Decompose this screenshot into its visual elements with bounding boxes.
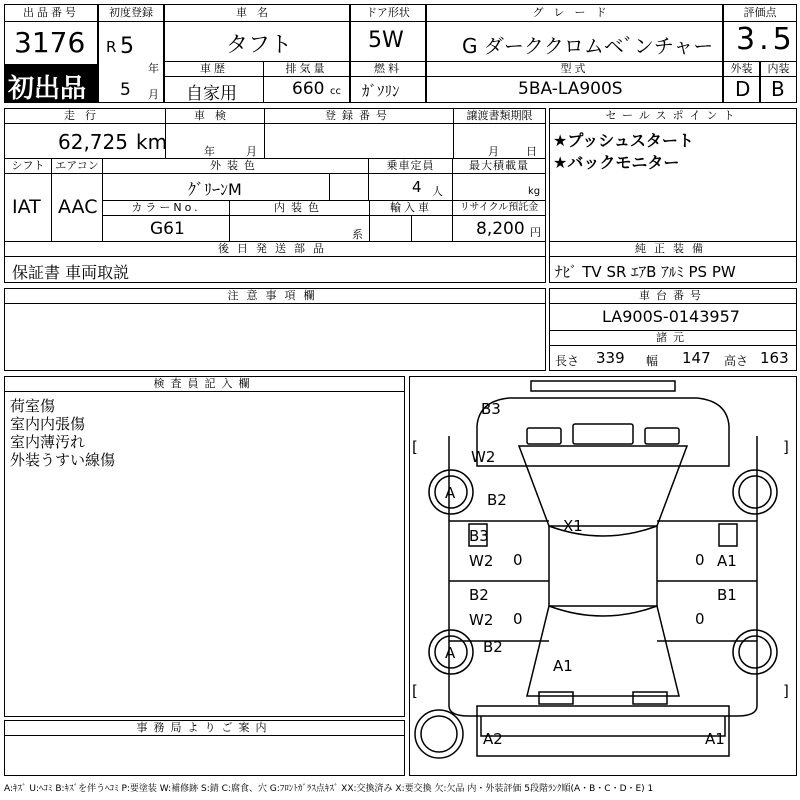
mileage: 62,725 [58, 130, 128, 154]
sales-point-2: ★バックモニター [553, 153, 680, 172]
shift-label: シフト [4, 158, 52, 174]
era: R [106, 38, 117, 56]
ac: AAC [58, 196, 98, 218]
year-unit: 年 [148, 62, 159, 75]
inspection-year-unit: 年 [204, 145, 215, 158]
bracket-right-upper: ] [783, 438, 789, 456]
bracket-left-lower: [ [412, 682, 418, 700]
notes-label: 注意事項欄 [4, 288, 546, 304]
equipment: ﾅﾋﾞ TV SR ｴｱB ｱﾙﾐ PS PW [555, 263, 736, 281]
legend: A:ｷｽﾞ U:ﾍｺﾐ B:ｷｽﾞを伴うﾍｺﾐ P:要塗装 W:補修跡 S:錆 C:腐食、穴 G:ﾌﾛﾝﾄｶﾞﾗｽ点ｷｽﾞ XX:交換済み X:要交換 欠:欠品 内・外装評価 5段階ﾗﾝｸ順(A・B・C・D・E) 1 [4, 784, 654, 794]
width-label: 幅 [646, 354, 659, 368]
reg-no-cell [264, 123, 454, 159]
car-name: タフト [226, 33, 293, 58]
first-reg-label: 初度登録 [98, 4, 164, 22]
year: 5 [120, 34, 134, 59]
mark-b3-top: B3 [481, 400, 501, 418]
lot-label: 出品番号 [4, 4, 98, 22]
inspector-label: 検査員記入欄 [4, 376, 405, 392]
grade-label: グレード [426, 4, 723, 22]
int-color-label: 内装色 [229, 200, 370, 216]
recycle-unit: 円 [530, 226, 541, 239]
ext-color: ｸﾞﾘｰﾝM [188, 180, 242, 199]
recycle: 8,200 [476, 219, 525, 239]
mark-b2-front-left: B2 [487, 491, 507, 509]
ext-grade: D [735, 77, 751, 101]
color-no-label: カラーNo. [102, 200, 230, 216]
capacity-label: 乗車定員 [368, 158, 453, 174]
door-label: ドア形状 [350, 4, 426, 22]
door-type: 5W [368, 28, 404, 53]
length-label: 長さ [555, 354, 580, 368]
mark-a1-right-door: A1 [717, 552, 737, 570]
bracket-right-lower: ] [783, 682, 789, 700]
lot-number: 3176 [14, 26, 86, 59]
history-label: 車歴 [164, 61, 264, 77]
ac-label: エアコン [51, 158, 103, 174]
height-label: 高さ [724, 354, 749, 368]
office-label: 事務局よりご案内 [4, 720, 405, 736]
displacement: 660 [292, 79, 325, 99]
int-color-cell [229, 215, 370, 242]
mark-a-front-left-wheel: A [445, 484, 456, 502]
equipment-label: 純正装備 [549, 241, 797, 257]
month: 5 [120, 80, 131, 100]
import-cell [369, 215, 412, 242]
later-parts: 保証書 車両取説 [12, 263, 130, 282]
office-cell [4, 735, 405, 776]
notes-cell [4, 303, 546, 371]
recycle-label: リサイクル預託金 [452, 200, 546, 216]
mark-b1-right-rear-door: B1 [717, 586, 737, 604]
inspector-line-3: 室内薄汚れ [10, 433, 86, 451]
int-color-unit: 系 [352, 228, 363, 241]
mark-w2-left-rear-door: W2 [469, 611, 494, 629]
mark-b2-rear-left: B2 [483, 638, 503, 656]
mark-w2-left-door: W2 [469, 552, 494, 570]
capacity-unit: 人 [432, 185, 443, 198]
zero-mark-3: 0 [513, 610, 523, 628]
specs-label: 諸元 [549, 330, 797, 346]
inspector-line-1: 荷室傷 [10, 397, 56, 415]
shift: IAT [12, 196, 41, 218]
score-label: 評価点 [723, 4, 797, 22]
displacement-label: 排気量 [263, 61, 350, 77]
load-unit: kg [528, 186, 541, 197]
mileage-unit: km [136, 130, 168, 154]
model: 5BA-LA900S [518, 79, 623, 99]
bracket-left-upper: [ [412, 438, 418, 456]
inspector-line-2: 室内内張傷 [10, 415, 86, 433]
inspection-label: 車検 [165, 108, 265, 124]
mark-a1-rear-glass: A1 [553, 657, 573, 675]
displacement-unit: cc [330, 86, 341, 97]
capacity: 4 [412, 178, 422, 196]
chassis-label: 車台番号 [549, 288, 797, 304]
int-grade: B [771, 77, 785, 101]
car-name-label: 車名 [164, 4, 350, 22]
mark-a1-rear-bumper: A1 [705, 730, 725, 748]
load-label: 最大積載量 [452, 158, 546, 174]
transfer-label: 譲渡書類期限 [453, 108, 546, 124]
ext-color-label: 外装色 [102, 158, 369, 174]
transfer-month-unit: 月 [488, 145, 499, 158]
score: 3.5 [736, 22, 796, 57]
mark-a-rear-left-wheel: A [445, 644, 456, 662]
later-parts-label: 後日発送部品 [4, 241, 546, 257]
sales-point-1: ★プッシュスタート [553, 131, 694, 150]
ext-color-sub-cell [329, 173, 369, 201]
inspector-line-4: 外装うすい線傷 [10, 451, 116, 469]
transfer-day-unit: 日 [526, 145, 537, 158]
import-sub-cell [411, 215, 453, 242]
mark-x1-roof: X1 [563, 517, 583, 535]
chassis-no: LA900S-0143957 [602, 307, 740, 326]
color-no: G61 [150, 219, 185, 239]
month-unit: 月 [148, 88, 159, 101]
ext-grade-label: 外装 [723, 61, 760, 77]
mileage-label: 走行 [4, 108, 166, 124]
mark-w2-front-left: W2 [471, 448, 496, 466]
car-diagram [409, 376, 797, 776]
int-grade-label: 内装 [760, 61, 797, 77]
height: 163 [760, 349, 789, 367]
fuel: ｶﾞｿﾘﾝ [362, 82, 400, 100]
reg-no-label: 登録番号 [264, 108, 454, 124]
fuel-label: 燃料 [350, 61, 426, 77]
sales-label: セールスポイント [549, 108, 797, 124]
zero-mark-1: 0 [513, 551, 523, 569]
import-label: 輸入車 [369, 200, 453, 216]
first-listing-text: 初出品 [8, 74, 87, 104]
mark-a2-rear-bumper: A2 [483, 730, 503, 748]
inspection-month-unit: 月 [246, 145, 257, 158]
grade: G ダーククロムベﾞンチャー [462, 34, 714, 58]
mark-b3-left-door: B3 [469, 527, 489, 545]
history: 自家用 [186, 84, 237, 104]
mark-b2-left-rear-door: B2 [469, 586, 489, 604]
length: 339 [596, 349, 625, 367]
width: 147 [682, 349, 711, 367]
zero-mark-2: 0 [695, 551, 705, 569]
zero-mark-4: 0 [695, 610, 705, 628]
model-label: 型式 [426, 61, 723, 77]
